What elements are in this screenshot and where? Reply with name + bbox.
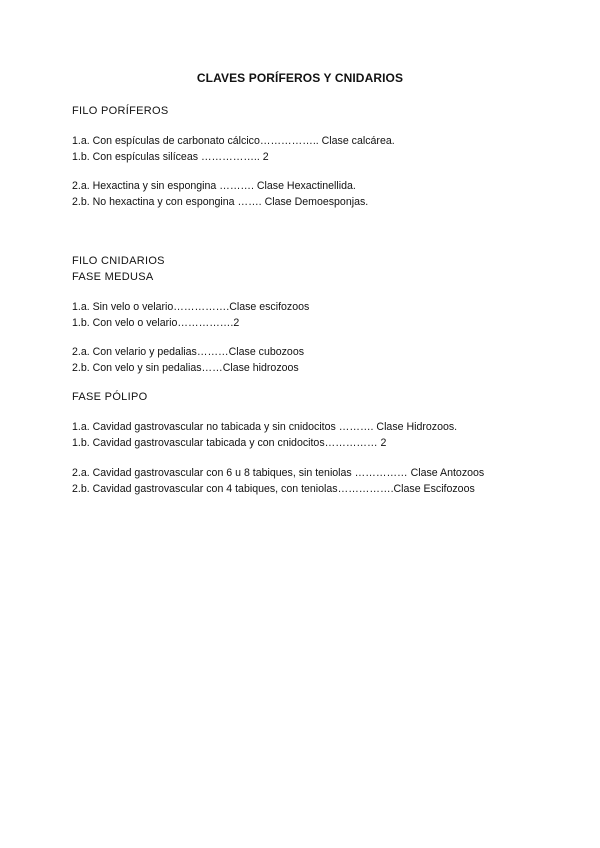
document-title: CLAVES PORÍFEROS Y CNIDARIOS [196, 71, 404, 85]
section-heading-cnidarios: FILO CNIDARIOS [72, 255, 165, 267]
key-line: 2.b. No hexactina y con espongina ……. Clase Demoesponjas. [72, 196, 369, 208]
subsection-heading-polipo: FASE PÓLIPO [72, 391, 148, 403]
key-line: 2.b. Cavidad gastrovascular con 4 tabiques, con teniolas…………….Clase Escifozoos [72, 483, 475, 495]
key-line: 1.a. Cavidad gastrovascular no tabicada y sin cnidocitos ………. Clase Hidrozoos. [72, 421, 458, 433]
key-line: 1.a. Con espículas de carbonato cálcico…………….. Clase calcárea. [72, 135, 395, 147]
key-line: 1.a. Sin velo o velario…………….Clase escifozoos [72, 301, 310, 313]
key-line: 2.b. Con velo y sin pedalias……Clase hidrozoos [72, 362, 299, 374]
subsection-heading-medusa: FASE MEDUSA [72, 271, 154, 283]
key-line: 1.b. Con velo o velario…………….2 [72, 317, 240, 329]
key-line: 2.a. Hexactina y sin espongina ………. Clase Hexactinellida. [72, 180, 356, 192]
key-line: 2.a. Cavidad gastrovascular con 6 u 8 tabiques, sin teniolas …………… Clase Antozoos [72, 467, 485, 479]
section-heading-poriferos: FILO PORÍFEROS [72, 105, 169, 117]
key-line: 1.b. Con espículas silíceas …………….. 2 [72, 151, 269, 163]
key-line: 2.a. Con velario y pedalias………Clase cubozoos [72, 346, 305, 358]
key-line: 1.b. Cavidad gastrovascular tabicada y con cnidocitos…………… 2 [72, 437, 387, 449]
